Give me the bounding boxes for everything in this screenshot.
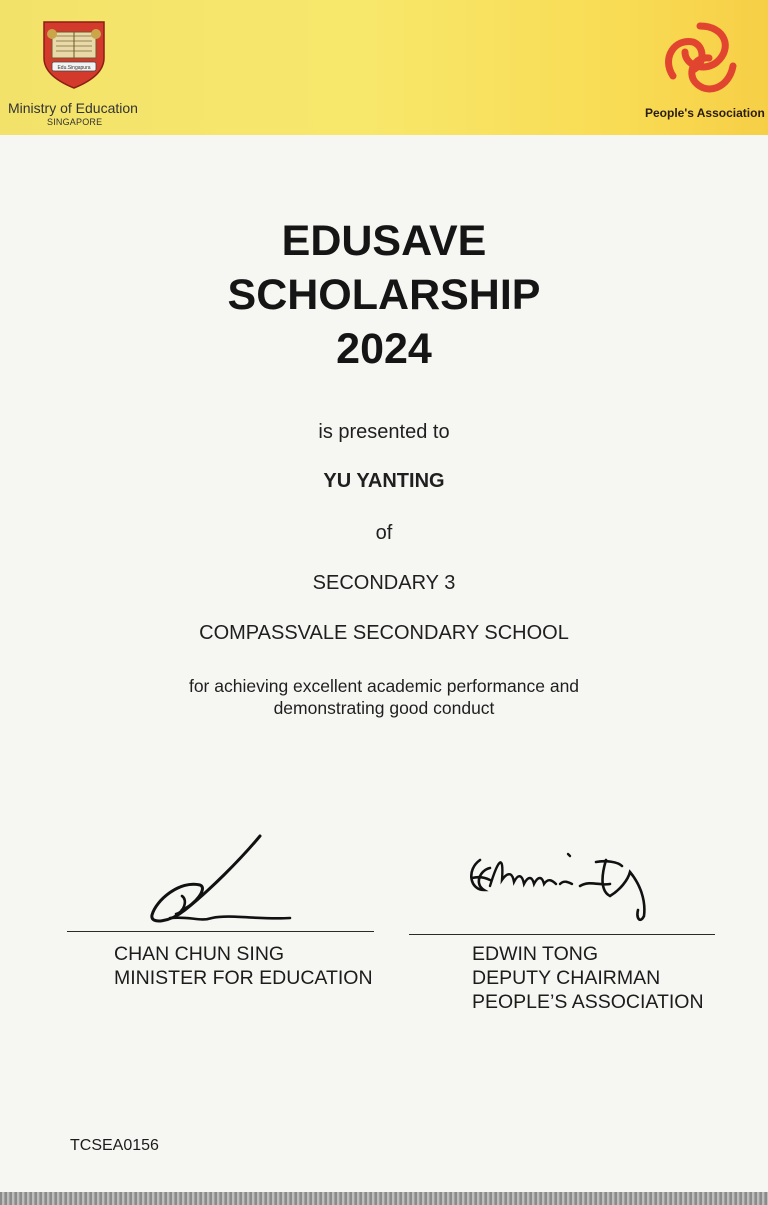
- pa-logo: [655, 18, 745, 98]
- pa-name: People's Association: [645, 106, 765, 120]
- title-line: EDUSAVE: [281, 217, 487, 265]
- moe-crest-logo: [38, 18, 110, 90]
- presented-to-text: is presented to: [318, 421, 450, 443]
- school-name: COMPASSVALE SECONDARY SCHOOL: [199, 622, 569, 644]
- signatory-name: EDWIN TONG: [472, 943, 599, 965]
- of-text: of: [375, 522, 393, 544]
- moe-name: Ministry of Education: [8, 100, 138, 116]
- signature-line: [67, 931, 374, 932]
- signatory-org: PEOPLE’S ASSOCIATION: [472, 991, 704, 1013]
- level-text: SECONDARY 3: [312, 572, 456, 594]
- reason-line: for achieving excellent academic performance and: [188, 676, 580, 696]
- reason-line: demonstrating good conduct: [273, 698, 495, 718]
- moe-country: SINGAPORE: [47, 117, 103, 127]
- signature-chan-chun-sing: [140, 830, 310, 930]
- recipient-name: YU YANTING: [323, 470, 445, 492]
- signatory-title: DEPUTY CHAIRMAN: [472, 967, 661, 989]
- certificate-title: [0, 214, 768, 376]
- title-line: SCHOLARSHIP: [227, 271, 541, 319]
- signature-line: [409, 934, 715, 935]
- bottom-edge: [0, 1192, 768, 1205]
- header-banner: [0, 0, 768, 135]
- signatory-block-2: [472, 942, 704, 1014]
- signatory-block-1: [114, 942, 373, 990]
- signatory-name: CHAN CHUN SING: [114, 943, 285, 965]
- signatory-title: MINISTER FOR EDUCATION: [114, 967, 373, 989]
- title-year: 2024: [336, 325, 432, 373]
- crest-motto: Edu.Singapura: [57, 65, 91, 71]
- serial-number: TCSEA0156: [70, 1137, 159, 1154]
- signature-edwin-tong: [460, 840, 670, 930]
